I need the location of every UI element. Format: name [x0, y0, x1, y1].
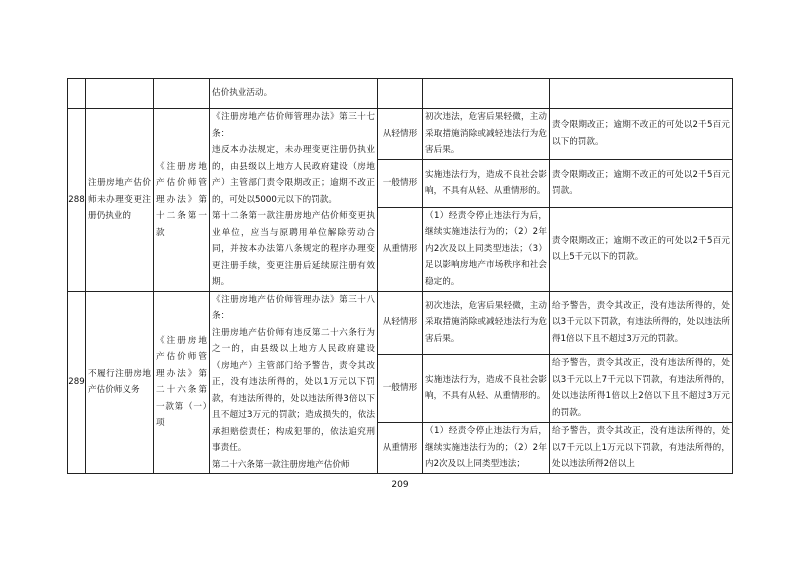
penalty-standard: 给予警告，责令其改正，没有违法所得的，处以3千元以下罚款，有违法所得的，处以违法所得1倍以下且不超过3万元的罚款。	[550, 291, 733, 354]
penalty-standard: 给予警告，责令其改正，没有违法所得的，处以7千元以上1万元以下罚款，有违法所得的，处以违法所得2倍以上	[550, 422, 733, 473]
level-general: 一般情形	[378, 354, 423, 422]
legal-clause: 《注册房地产估价师管理办法》第三十八条： 注册房地产估价师有违反第二十六条行为之一的，由县级以上地方人民政府建设（房地产）主管部门给予警告，责令其改正，没有违法所得的，处以1万元以下罚款，有违法所得的，处以违法所得3倍以下且不超过3万元的罚款；造成损失的，依法承担赔偿责任；构成犯罪的，依法追究刑事责任。 第二十六条第一款注册房地产估价师	[210, 291, 378, 474]
table-row-continuation	[68, 79, 733, 109]
penalty-standards-table	[67, 78, 733, 474]
standard-cell	[550, 79, 733, 109]
violation-item: 注册房地产估价师未办理变更注册仍执业的	[86, 109, 154, 292]
level-condition: 初次违法，危害后果轻微，主动采取措施消除或减轻违法行为危害后果。	[423, 291, 550, 354]
penalty-standard: 责令限期改正；逾期不改正的可处以2千5百元罚款。	[550, 159, 733, 207]
table-row	[68, 109, 733, 160]
entry-number: 288	[68, 109, 86, 292]
basis-cell	[154, 79, 210, 109]
penalty-standard: 给予警告，责令其改正，没有违法所得的，处以3千元以上7千元以下罚款，有违法所得的，处以违法所得1倍以上2倍以下且不超过3万元的罚款。	[550, 354, 733, 422]
level-severe: 从重情形	[378, 207, 423, 291]
level-severe: 从重情形	[378, 422, 423, 473]
level-cell	[378, 79, 423, 109]
level-condition: （1）经责令停止违法行为后，继续实施违法行为的；（2）2年内2次及以上同类型违法；（3）足以影响房地产市场秩序和社会稳定的。	[423, 207, 550, 291]
table-row	[68, 291, 733, 354]
item-cell	[86, 79, 154, 109]
condition-cell	[423, 79, 550, 109]
level-condition: 实施违法行为，造成不良社会影响，不具有从轻、从重情形的。	[423, 354, 550, 422]
level-general: 一般情形	[378, 159, 423, 207]
page-number: 209	[391, 480, 409, 490]
legal-basis: 《注册房地产估价师管理办法》第二十六条第一款第（一）项	[154, 291, 210, 474]
number-cell	[68, 79, 86, 109]
level-condition: 初次违法，危害后果轻微，主动采取措施消除或减轻违法行为危害后果。	[423, 109, 550, 160]
level-condition: （1）经责令停止违法行为后，继续实施违法行为的；（2）2年内2次及以上同类型违法；	[423, 422, 550, 473]
penalty-standard: 责令限期改正；逾期不改正的可处以2千5百元以上5千元以下的罚款。	[550, 207, 733, 291]
clause-cell: 估价执业活动。	[210, 79, 378, 109]
entry-number: 289	[68, 291, 86, 474]
level-lenient: 从轻情形	[378, 291, 423, 354]
level-lenient: 从轻情形	[378, 109, 423, 160]
violation-item: 不履行注册房地产估价师义务	[86, 291, 154, 474]
legal-clause: 《注册房地产估价师管理办法》第三十七条： 违反本办法规定，未办理变更注册仍执业的，由县级以上地方人民政府建设（房地产）主管部门责令限期改正；逾期不改正的，可处以5000元以下的罚款。 第十二条第一款注册房地产估价师变更执业单位，应当与原聘用单位解除劳动合同，并按本办法第八条规定的程序办理变更注册手续，变更注册后延续原注册有效期。	[210, 109, 378, 292]
penalty-standard: 责令限期改正；逾期不改正的可处以2千5百元以下的罚款。	[550, 109, 733, 160]
legal-basis: 《注册房地产估价师管理办法》第十二条第一款	[154, 109, 210, 292]
level-condition: 实施违法行为，造成不良社会影响，不具有从轻、从重情形的。	[423, 159, 550, 207]
